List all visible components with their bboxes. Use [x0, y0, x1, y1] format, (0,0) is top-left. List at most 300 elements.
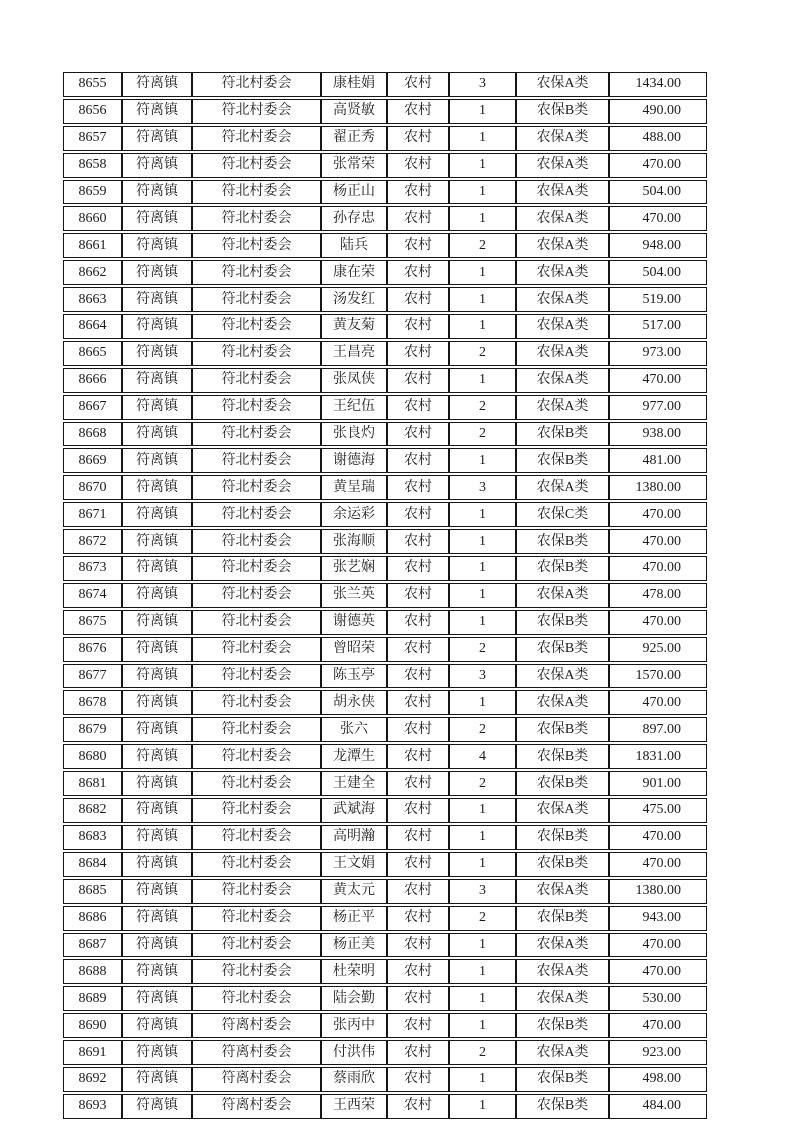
- person-count-cell: 1: [449, 825, 516, 850]
- person-count-cell: 1: [449, 1013, 516, 1038]
- town-cell: 符离镇: [122, 180, 192, 205]
- serial-number-cell: 8661: [63, 233, 122, 258]
- town-cell: 符离镇: [122, 1040, 192, 1065]
- person-name-cell: 陈玉亭: [321, 664, 387, 689]
- table-body: [63, 72, 707, 1119]
- amount-cell: 470.00: [609, 610, 707, 635]
- serial-number-cell: 8677: [63, 664, 122, 689]
- amount-cell: 498.00: [609, 1067, 707, 1092]
- amount-cell: 470.00: [609, 852, 707, 877]
- village-committee-cell: 符离村委会: [192, 1067, 321, 1092]
- insurance-category-cell: 农保B类: [516, 744, 609, 769]
- table-row: [63, 583, 707, 608]
- table-row: [63, 879, 707, 904]
- serial-number-cell: 8686: [63, 906, 122, 931]
- town-cell: 符离镇: [122, 502, 192, 527]
- person-name-cell: 王昌亮: [321, 341, 387, 366]
- serial-number-cell: 8662: [63, 260, 122, 285]
- residence-type-cell: 农村: [387, 637, 449, 662]
- village-committee-cell: 符北村委会: [192, 610, 321, 635]
- person-name-cell: 翟正秀: [321, 126, 387, 151]
- amount-cell: 475.00: [609, 798, 707, 823]
- amount-cell: 897.00: [609, 717, 707, 742]
- table-row: [63, 610, 707, 635]
- person-count-cell: 3: [449, 664, 516, 689]
- insurance-category-cell: 农保B类: [516, 556, 609, 581]
- person-name-cell: 余运彩: [321, 502, 387, 527]
- person-count-cell: 1: [449, 690, 516, 715]
- village-committee-cell: 符北村委会: [192, 690, 321, 715]
- person-count-cell: 1: [449, 287, 516, 312]
- residence-type-cell: 农村: [387, 260, 449, 285]
- village-committee-cell: 符北村委会: [192, 906, 321, 931]
- residence-type-cell: 农村: [387, 1094, 449, 1119]
- person-name-cell: 高贤敏: [321, 99, 387, 124]
- table-row: [63, 852, 707, 877]
- person-count-cell: 2: [449, 233, 516, 258]
- insurance-category-cell: 农保B类: [516, 1067, 609, 1092]
- town-cell: 符离镇: [122, 637, 192, 662]
- village-committee-cell: 符北村委会: [192, 126, 321, 151]
- table-row: [63, 933, 707, 958]
- amount-cell: 948.00: [609, 233, 707, 258]
- insurance-category-cell: 农保B类: [516, 422, 609, 447]
- table-row: [63, 744, 707, 769]
- amount-cell: 1380.00: [609, 879, 707, 904]
- residence-type-cell: 农村: [387, 314, 449, 339]
- serial-number-cell: 8689: [63, 986, 122, 1011]
- table-row: [63, 1094, 707, 1119]
- amount-cell: 1434.00: [609, 72, 707, 97]
- town-cell: 符离镇: [122, 906, 192, 931]
- person-name-cell: 高明瀚: [321, 825, 387, 850]
- amount-cell: 478.00: [609, 583, 707, 608]
- village-committee-cell: 符北村委会: [192, 637, 321, 662]
- serial-number-cell: 8685: [63, 879, 122, 904]
- insurance-category-cell: 农保B类: [516, 610, 609, 635]
- town-cell: 符离镇: [122, 771, 192, 796]
- village-committee-cell: 符北村委会: [192, 422, 321, 447]
- serial-number-cell: 8670: [63, 475, 122, 500]
- village-committee-cell: 符北村委会: [192, 664, 321, 689]
- table-row: [63, 690, 707, 715]
- residence-type-cell: 农村: [387, 906, 449, 931]
- serial-number-cell: 8682: [63, 798, 122, 823]
- amount-cell: 923.00: [609, 1040, 707, 1065]
- residence-type-cell: 农村: [387, 717, 449, 742]
- insurance-category-cell: 农保B类: [516, 99, 609, 124]
- village-committee-cell: 符北村委会: [192, 206, 321, 231]
- person-count-cell: 1: [449, 502, 516, 527]
- amount-cell: 490.00: [609, 99, 707, 124]
- person-count-cell: 1: [449, 852, 516, 877]
- insurance-category-cell: 农保A类: [516, 233, 609, 258]
- serial-number-cell: 8688: [63, 959, 122, 984]
- table-row: [63, 986, 707, 1011]
- table-row: [63, 475, 707, 500]
- serial-number-cell: 8678: [63, 690, 122, 715]
- town-cell: 符离镇: [122, 959, 192, 984]
- serial-number-cell: 8687: [63, 933, 122, 958]
- village-committee-cell: 符北村委会: [192, 475, 321, 500]
- serial-number-cell: 8691: [63, 1040, 122, 1065]
- town-cell: 符离镇: [122, 529, 192, 554]
- insurance-category-cell: 农保A类: [516, 287, 609, 312]
- person-count-cell: 2: [449, 395, 516, 420]
- residence-type-cell: 农村: [387, 744, 449, 769]
- amount-cell: 470.00: [609, 1013, 707, 1038]
- amount-cell: 470.00: [609, 206, 707, 231]
- person-name-cell: 张艺娴: [321, 556, 387, 581]
- insurance-category-cell: 农保A类: [516, 959, 609, 984]
- insurance-category-cell: 农保B类: [516, 906, 609, 931]
- person-name-cell: 张丙中: [321, 1013, 387, 1038]
- person-count-cell: 2: [449, 422, 516, 447]
- person-count-cell: 2: [449, 717, 516, 742]
- residence-type-cell: 农村: [387, 206, 449, 231]
- table-row: [63, 798, 707, 823]
- person-name-cell: 黄呈瑞: [321, 475, 387, 500]
- amount-cell: 519.00: [609, 287, 707, 312]
- amount-cell: 504.00: [609, 180, 707, 205]
- person-name-cell: 谢德海: [321, 448, 387, 473]
- residence-type-cell: 农村: [387, 502, 449, 527]
- town-cell: 符离镇: [122, 475, 192, 500]
- village-committee-cell: 符北村委会: [192, 825, 321, 850]
- village-committee-cell: 符北村委会: [192, 502, 321, 527]
- person-name-cell: 康桂娟: [321, 72, 387, 97]
- person-count-cell: 2: [449, 1040, 516, 1065]
- town-cell: 符离镇: [122, 260, 192, 285]
- table-row: [63, 368, 707, 393]
- amount-cell: 901.00: [609, 771, 707, 796]
- town-cell: 符离镇: [122, 72, 192, 97]
- table-row: [63, 529, 707, 554]
- person-name-cell: 杨正山: [321, 180, 387, 205]
- person-name-cell: 张六: [321, 717, 387, 742]
- town-cell: 符离镇: [122, 314, 192, 339]
- amount-cell: 973.00: [609, 341, 707, 366]
- town-cell: 符离镇: [122, 368, 192, 393]
- person-count-cell: 3: [449, 879, 516, 904]
- town-cell: 符离镇: [122, 126, 192, 151]
- person-name-cell: 蔡雨欣: [321, 1067, 387, 1092]
- table-row: [63, 341, 707, 366]
- serial-number-cell: 8676: [63, 637, 122, 662]
- residence-type-cell: 农村: [387, 529, 449, 554]
- town-cell: 符离镇: [122, 1067, 192, 1092]
- person-count-cell: 1: [449, 180, 516, 205]
- person-count-cell: 1: [449, 959, 516, 984]
- town-cell: 符离镇: [122, 233, 192, 258]
- table-row: [63, 448, 707, 473]
- person-name-cell: 杜荣明: [321, 959, 387, 984]
- amount-cell: 1570.00: [609, 664, 707, 689]
- serial-number-cell: 8669: [63, 448, 122, 473]
- serial-number-cell: 8663: [63, 287, 122, 312]
- table-row: [63, 153, 707, 178]
- serial-number-cell: 8690: [63, 1013, 122, 1038]
- table-row: [63, 233, 707, 258]
- person-name-cell: 孙存忠: [321, 206, 387, 231]
- serial-number-cell: 8656: [63, 99, 122, 124]
- town-cell: 符离镇: [122, 825, 192, 850]
- table-row: [63, 395, 707, 420]
- town-cell: 符离镇: [122, 583, 192, 608]
- town-cell: 符离镇: [122, 422, 192, 447]
- serial-number-cell: 8658: [63, 153, 122, 178]
- amount-cell: 470.00: [609, 529, 707, 554]
- amount-cell: 938.00: [609, 422, 707, 447]
- residence-type-cell: 农村: [387, 72, 449, 97]
- insurance-category-cell: 农保C类: [516, 502, 609, 527]
- table-row: [63, 637, 707, 662]
- residence-type-cell: 农村: [387, 1040, 449, 1065]
- insurance-category-cell: 农保B类: [516, 771, 609, 796]
- person-count-cell: 1: [449, 1067, 516, 1092]
- insurance-category-cell: 农保A类: [516, 798, 609, 823]
- serial-number-cell: 8681: [63, 771, 122, 796]
- person-count-cell: 2: [449, 637, 516, 662]
- amount-cell: 517.00: [609, 314, 707, 339]
- serial-number-cell: 8680: [63, 744, 122, 769]
- table-row: [63, 180, 707, 205]
- amount-cell: 925.00: [609, 637, 707, 662]
- town-cell: 符离镇: [122, 287, 192, 312]
- person-name-cell: 黄太元: [321, 879, 387, 904]
- person-count-cell: 2: [449, 771, 516, 796]
- insurance-category-cell: 农保A类: [516, 126, 609, 151]
- insurance-category-cell: 农保A类: [516, 986, 609, 1011]
- person-count-cell: 1: [449, 610, 516, 635]
- table-row: [63, 72, 707, 97]
- person-name-cell: 王西荣: [321, 1094, 387, 1119]
- residence-type-cell: 农村: [387, 933, 449, 958]
- insurance-category-cell: 农保A类: [516, 72, 609, 97]
- table-row: [63, 287, 707, 312]
- town-cell: 符离镇: [122, 744, 192, 769]
- insurance-category-cell: 农保B类: [516, 1013, 609, 1038]
- residence-type-cell: 农村: [387, 798, 449, 823]
- residence-type-cell: 农村: [387, 771, 449, 796]
- residence-type-cell: 农村: [387, 959, 449, 984]
- amount-cell: 943.00: [609, 906, 707, 931]
- person-count-cell: 1: [449, 99, 516, 124]
- person-count-cell: 4: [449, 744, 516, 769]
- table-row: [63, 664, 707, 689]
- village-committee-cell: 符北村委会: [192, 771, 321, 796]
- village-committee-cell: 符北村委会: [192, 180, 321, 205]
- table-row: [63, 99, 707, 124]
- amount-cell: 481.00: [609, 448, 707, 473]
- person-count-cell: 1: [449, 933, 516, 958]
- amount-cell: 470.00: [609, 556, 707, 581]
- amount-cell: 488.00: [609, 126, 707, 151]
- insurance-category-cell: 农保A类: [516, 260, 609, 285]
- village-committee-cell: 符北村委会: [192, 717, 321, 742]
- person-count-cell: 1: [449, 314, 516, 339]
- residence-type-cell: 农村: [387, 1067, 449, 1092]
- serial-number-cell: 8674: [63, 583, 122, 608]
- residence-type-cell: 农村: [387, 180, 449, 205]
- person-name-cell: 张良灼: [321, 422, 387, 447]
- table-row: [63, 825, 707, 850]
- insurance-category-cell: 农保A类: [516, 153, 609, 178]
- person-count-cell: 1: [449, 260, 516, 285]
- insurance-category-cell: 农保A类: [516, 475, 609, 500]
- residence-type-cell: 农村: [387, 986, 449, 1011]
- serial-number-cell: 8675: [63, 610, 122, 635]
- person-name-cell: 谢德英: [321, 610, 387, 635]
- village-committee-cell: 符北村委会: [192, 233, 321, 258]
- table-row: [63, 717, 707, 742]
- town-cell: 符离镇: [122, 341, 192, 366]
- insurance-category-cell: 农保A类: [516, 341, 609, 366]
- insurance-category-cell: 农保A类: [516, 933, 609, 958]
- person-name-cell: 康在荣: [321, 260, 387, 285]
- table-row: [63, 126, 707, 151]
- person-name-cell: 王纪伍: [321, 395, 387, 420]
- insurance-category-cell: 农保B类: [516, 825, 609, 850]
- town-cell: 符离镇: [122, 1013, 192, 1038]
- person-name-cell: 汤发红: [321, 287, 387, 312]
- residence-type-cell: 农村: [387, 153, 449, 178]
- table-row: [63, 206, 707, 231]
- residence-type-cell: 农村: [387, 879, 449, 904]
- insurance-category-cell: 农保B类: [516, 448, 609, 473]
- insurance-category-cell: 农保A类: [516, 368, 609, 393]
- village-committee-cell: 符北村委会: [192, 99, 321, 124]
- residence-type-cell: 农村: [387, 422, 449, 447]
- person-name-cell: 张兰英: [321, 583, 387, 608]
- amount-cell: 470.00: [609, 825, 707, 850]
- town-cell: 符离镇: [122, 690, 192, 715]
- serial-number-cell: 8683: [63, 825, 122, 850]
- town-cell: 符离镇: [122, 879, 192, 904]
- village-committee-cell: 符北村委会: [192, 529, 321, 554]
- town-cell: 符离镇: [122, 798, 192, 823]
- table-row: [63, 1040, 707, 1065]
- amount-cell: 484.00: [609, 1094, 707, 1119]
- amount-cell: 470.00: [609, 502, 707, 527]
- serial-number-cell: 8666: [63, 368, 122, 393]
- residence-type-cell: 农村: [387, 287, 449, 312]
- village-committee-cell: 符离村委会: [192, 1040, 321, 1065]
- residence-type-cell: 农村: [387, 610, 449, 635]
- amount-cell: 977.00: [609, 395, 707, 420]
- table-row: [63, 771, 707, 796]
- village-committee-cell: 符北村委会: [192, 583, 321, 608]
- village-committee-cell: 符北村委会: [192, 260, 321, 285]
- amount-cell: 470.00: [609, 368, 707, 393]
- person-name-cell: 张海顺: [321, 529, 387, 554]
- person-count-cell: 1: [449, 206, 516, 231]
- amount-cell: 470.00: [609, 690, 707, 715]
- village-committee-cell: 符离村委会: [192, 1094, 321, 1119]
- town-cell: 符离镇: [122, 99, 192, 124]
- serial-number-cell: 8684: [63, 852, 122, 877]
- insurance-category-cell: 农保A类: [516, 180, 609, 205]
- village-committee-cell: 符北村委会: [192, 368, 321, 393]
- amount-cell: 470.00: [609, 153, 707, 178]
- insurance-category-cell: 农保A类: [516, 206, 609, 231]
- insurance-category-cell: 农保B类: [516, 1094, 609, 1119]
- person-name-cell: 陆兵: [321, 233, 387, 258]
- insurance-category-cell: 农保A类: [516, 583, 609, 608]
- table-row: [63, 959, 707, 984]
- person-count-cell: 1: [449, 1094, 516, 1119]
- table-row: [63, 1013, 707, 1038]
- village-committee-cell: 符北村委会: [192, 72, 321, 97]
- amount-cell: 530.00: [609, 986, 707, 1011]
- town-cell: 符离镇: [122, 448, 192, 473]
- table-row: [63, 502, 707, 527]
- town-cell: 符离镇: [122, 1094, 192, 1119]
- table-row: [63, 260, 707, 285]
- person-count-cell: 1: [449, 153, 516, 178]
- payment-records-table: [63, 70, 707, 1121]
- village-committee-cell: 符北村委会: [192, 448, 321, 473]
- town-cell: 符离镇: [122, 610, 192, 635]
- person-name-cell: 曾昭荣: [321, 637, 387, 662]
- village-committee-cell: 符北村委会: [192, 986, 321, 1011]
- serial-number-cell: 8693: [63, 1094, 122, 1119]
- amount-cell: 504.00: [609, 260, 707, 285]
- person-count-cell: 1: [449, 126, 516, 151]
- serial-number-cell: 8671: [63, 502, 122, 527]
- town-cell: 符离镇: [122, 852, 192, 877]
- residence-type-cell: 农村: [387, 99, 449, 124]
- person-name-cell: 王建全: [321, 771, 387, 796]
- village-committee-cell: 符北村委会: [192, 287, 321, 312]
- village-committee-cell: 符北村委会: [192, 852, 321, 877]
- serial-number-cell: 8655: [63, 72, 122, 97]
- person-name-cell: 胡永侠: [321, 690, 387, 715]
- serial-number-cell: 8659: [63, 180, 122, 205]
- residence-type-cell: 农村: [387, 852, 449, 877]
- amount-cell: 470.00: [609, 933, 707, 958]
- serial-number-cell: 8665: [63, 341, 122, 366]
- insurance-category-cell: 农保A类: [516, 314, 609, 339]
- residence-type-cell: 农村: [387, 341, 449, 366]
- insurance-category-cell: 农保B类: [516, 852, 609, 877]
- table-row: [63, 1067, 707, 1092]
- serial-number-cell: 8672: [63, 529, 122, 554]
- town-cell: 符离镇: [122, 395, 192, 420]
- residence-type-cell: 农村: [387, 475, 449, 500]
- serial-number-cell: 8660: [63, 206, 122, 231]
- town-cell: 符离镇: [122, 556, 192, 581]
- person-name-cell: 张凤侠: [321, 368, 387, 393]
- insurance-category-cell: 农保A类: [516, 1040, 609, 1065]
- table-row: [63, 314, 707, 339]
- serial-number-cell: 8664: [63, 314, 122, 339]
- village-committee-cell: 符北村委会: [192, 395, 321, 420]
- residence-type-cell: 农村: [387, 690, 449, 715]
- amount-cell: 1380.00: [609, 475, 707, 500]
- village-committee-cell: 符离村委会: [192, 1013, 321, 1038]
- insurance-category-cell: 农保B类: [516, 529, 609, 554]
- residence-type-cell: 农村: [387, 395, 449, 420]
- insurance-category-cell: 农保A类: [516, 879, 609, 904]
- residence-type-cell: 农村: [387, 233, 449, 258]
- village-committee-cell: 符北村委会: [192, 959, 321, 984]
- serial-number-cell: 8657: [63, 126, 122, 151]
- insurance-category-cell: 农保A类: [516, 690, 609, 715]
- person-count-cell: 1: [449, 448, 516, 473]
- person-name-cell: 付洪伟: [321, 1040, 387, 1065]
- person-name-cell: 王文娟: [321, 852, 387, 877]
